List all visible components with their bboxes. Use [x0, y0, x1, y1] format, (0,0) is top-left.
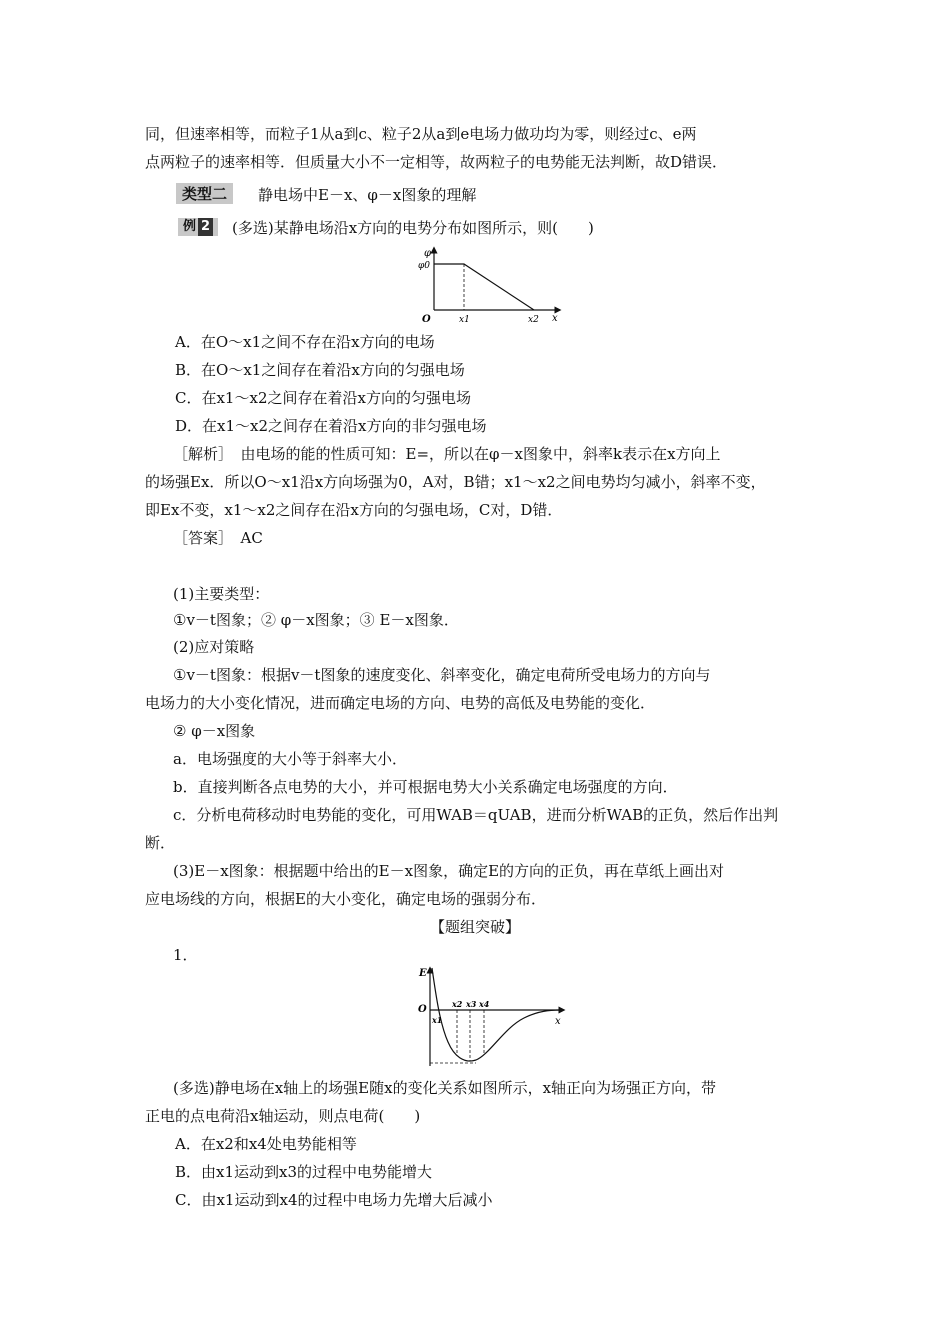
phi-x-curve [434, 264, 534, 310]
analysis-line-3: 即Ex不变，x1～x2之间存在沿x方向的匀强电场，C对，D错． [145, 501, 563, 519]
summary-line-4: ①v－t图象：根据v－t图象的速度变化、斜率变化，确定电荷所受电场力的方向与 [173, 666, 711, 684]
summary-line-6: ② φ－x图象 [173, 722, 256, 740]
summary-line-5: 电场力的大小变化情况，进而确定电场的方向、电势的高低及电势能的变化． [145, 694, 656, 712]
example-question: (多选)某静电场沿x方向的电势分布如图所示，则( ) [232, 219, 594, 237]
phi-x-y-label: φ [424, 248, 432, 259]
summary-line-10: 断． [145, 834, 176, 852]
example-option-d: D．在x1～x2之间存在着沿x方向的非匀强电场 [175, 417, 487, 435]
problem-1-stem-2: 正电的点电荷沿x轴运动，则点电荷( ) [145, 1107, 421, 1125]
phi-x-origin: O [422, 314, 431, 325]
phi-x-phi0-label: φ0 [418, 261, 431, 271]
problem-1-option-b: B．由x1运动到x3的过程中电势能增大 [175, 1163, 433, 1181]
e-x-x-label: x [555, 1016, 561, 1027]
group-title: 【题组突破】 [429, 918, 520, 936]
problem-1-number: 1． [173, 946, 198, 964]
e-x-figure [414, 966, 570, 1070]
section-title: 静电场中E－x、φ－x图象的理解 [258, 186, 477, 204]
e-x-x4-label: x4 [479, 999, 490, 1009]
problem-1-stem-1: (多选)静电场在x轴上的场强E随x的变化关系如图所示，x轴正向为场强正方向，带 [173, 1079, 717, 1097]
e-x-x2-label: x2 [452, 999, 463, 1009]
phi-x-x2-label: x2 [528, 315, 539, 325]
summary-line-11: (3)E－x图象：根据题中给出的E－x图象，确定E的方向的正负，再在草纸上画出对 [173, 862, 725, 880]
summary-line-9: c．分析电荷移动时电势能的变化，可用WAB＝qUAB，进而分析WAB的正负，然后作出判 [173, 806, 779, 824]
summary-line-3: (2)应对策略 [173, 638, 255, 656]
e-x-curve [432, 968, 560, 1061]
e-x-origin: O [418, 1004, 427, 1015]
example-number: 2 [198, 218, 213, 236]
phi-x-figure [410, 244, 570, 326]
e-x-x3-label: x3 [466, 999, 477, 1009]
summary-line-1: (1)主要类型： [173, 585, 270, 603]
example-tag-label: 例 [183, 219, 197, 234]
e-x-x1-label: x1 [432, 1015, 443, 1025]
section-tag: 类型二 [176, 183, 233, 204]
analysis-line-2: 的场强Ex．所以O～x1沿x方向场强为0，A对，B错；x1～x2之间电势均匀减小，斜率不变， [145, 473, 766, 491]
phi-x-x1-label: x1 [459, 315, 470, 325]
analysis-line-1: ［解析］ 由电场的能的性质可知：E=，所以在φ－x图象中，斜率k表示在x方向上 [173, 445, 721, 463]
phi-x-x-label: x [552, 313, 558, 324]
e-x-y-label: E [419, 968, 427, 979]
example-option-a: A．在O～x1之间不存在沿x方向的电场 [175, 333, 435, 351]
summary-line-8: b．直接判断各点电势的大小，并可根据电势大小关系确定电场强度的方向． [173, 778, 678, 796]
summary-line-7: a．电场强度的大小等于斜率大小． [173, 750, 407, 768]
problem-1-option-a: A．在x2和x4处电势能相等 [175, 1135, 357, 1153]
answer-line: ［答案］ AC [173, 529, 263, 547]
intro-line-1: 同，但速率相等，而粒子1从a到c、粒子2从a到e电场力做功均为零，则经过c、e两 [145, 125, 697, 143]
example-option-c: C．在x1～x2之间存在着沿x方向的匀强电场 [175, 389, 471, 407]
intro-line-2: 点两粒子的速率相等．但质量大小不一定相等，故两粒子的电势能无法判断，故D错误． [145, 153, 728, 171]
summary-line-12: 应电场线的方向，根据E的大小变化，确定电场的强弱分布． [145, 890, 546, 908]
example-tag [178, 218, 218, 236]
example-option-b: B．在O～x1之间存在着沿x方向的匀强电场 [175, 361, 465, 379]
summary-line-2: ①v－t图象；② φ－x图象；③ E－x图象． [173, 611, 459, 629]
problem-1-option-c: C．由x1运动到x4的过程中电场力先增大后减小 [175, 1191, 493, 1209]
